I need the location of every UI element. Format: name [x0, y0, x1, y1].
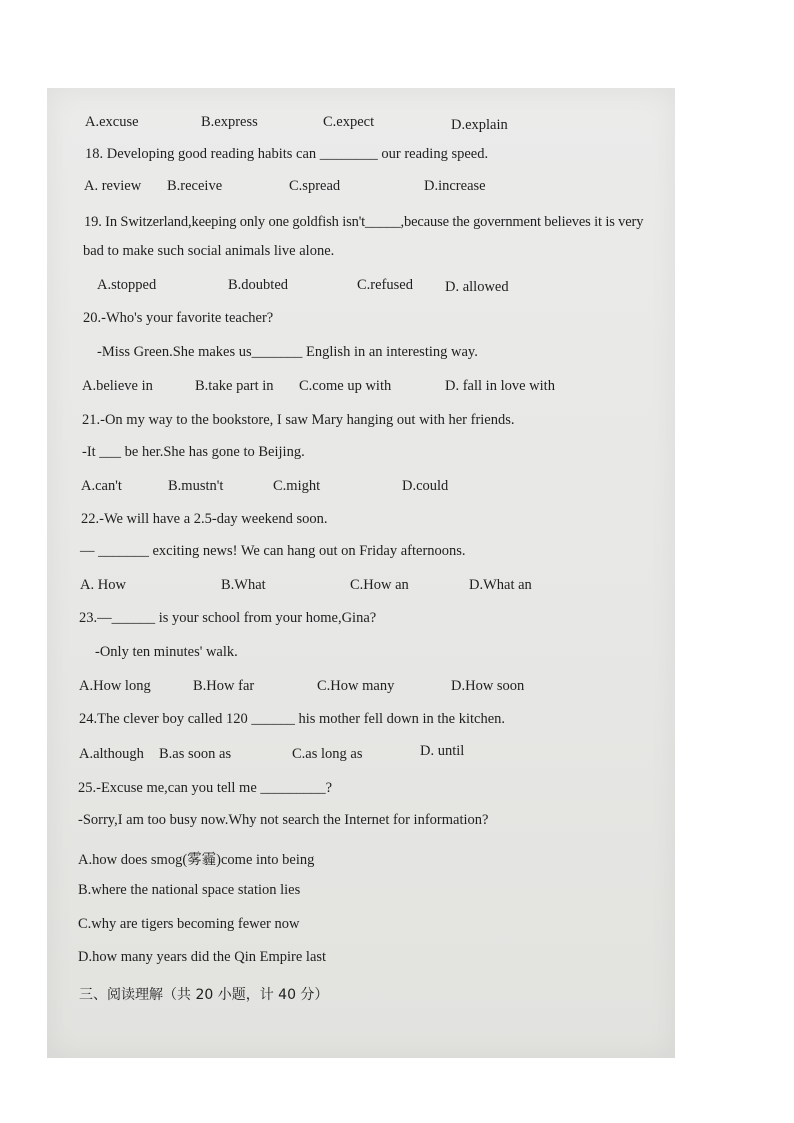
q19-option-a[interactable]: A.stopped	[97, 277, 157, 293]
q25-stem-line-1: 25.-Excuse me,can you tell me _________?	[78, 780, 333, 796]
q21-option-d[interactable]: D.could	[402, 478, 449, 494]
q25-option-b[interactable]: B.where the national space station lies	[78, 882, 301, 898]
q21-options	[81, 478, 641, 498]
q20-option-a[interactable]: A.believe in	[82, 378, 153, 394]
q21-stem-line-2: -It ___ be her.She has gone to Beijing.	[82, 444, 305, 460]
exam-page	[47, 88, 675, 1058]
q17-option-a[interactable]: A.excuse	[85, 114, 139, 130]
q20-option-b[interactable]: B.take part in	[195, 378, 274, 394]
q18-option-b[interactable]: B.receive	[167, 178, 223, 194]
q23-option-c[interactable]: C.How many	[317, 678, 395, 694]
q24-options	[79, 743, 639, 766]
q24-option-a[interactable]: A.although	[79, 746, 144, 762]
q18-option-c[interactable]: C.spread	[289, 178, 341, 194]
q23-option-a[interactable]: A.How long	[79, 678, 151, 694]
q24-option-c[interactable]: C.as long as	[292, 746, 363, 762]
q22-option-c[interactable]: C.How an	[350, 577, 409, 593]
q17-options	[85, 114, 645, 134]
q22-option-a[interactable]: A. How	[80, 577, 126, 593]
q19-option-b[interactable]: B.doubted	[228, 277, 289, 293]
q21-option-c[interactable]: C.might	[273, 478, 321, 494]
q21-option-b[interactable]: B.mustn't	[168, 478, 224, 494]
q24-option-d[interactable]: D. until	[420, 743, 465, 759]
q18-stem: 18. Developing good reading habits can ________ our reading speed.	[85, 146, 489, 162]
q22-option-d[interactable]: D.What an	[469, 577, 532, 593]
q17-option-d[interactable]: D.explain	[451, 117, 508, 133]
q22-stem-line-2: — _______ exciting news! We can hang out on Friday afternoons.	[80, 543, 466, 559]
q19-options	[97, 277, 657, 297]
q20-option-c[interactable]: C.come up with	[299, 378, 392, 394]
q23-stem-line-2: -Only ten minutes' walk.	[95, 644, 238, 660]
q22-option-b[interactable]: B.What	[221, 577, 266, 593]
q25-stem-line-2: -Sorry,I am too busy now.Why not search the Internet for information?	[78, 812, 489, 828]
q21-option-a[interactable]: A.can't	[81, 478, 122, 494]
q18-option-d[interactable]: D.increase	[424, 178, 486, 194]
q23-option-b[interactable]: B.How far	[193, 678, 255, 694]
q18-option-a[interactable]: A. review	[84, 178, 142, 194]
q20-stem-line-2: -Miss Green.She makes us_______ English in an interesting way.	[97, 344, 478, 360]
q17-option-c[interactable]: C.expect	[323, 114, 375, 130]
q19-option-d[interactable]: D. allowed	[445, 279, 509, 295]
section-three-title: 三、阅读理解（共 20 小题，计 40 分）	[79, 987, 329, 1003]
q25-option-c[interactable]: C.why are tigers becoming fewer now	[78, 916, 300, 932]
q25-option-d[interactable]: D.how many years did the Qin Empire last	[78, 949, 327, 965]
q18-options	[84, 178, 644, 198]
q20-stem-line-1: 20.-Who's your favorite teacher?	[83, 310, 274, 326]
q20-options	[82, 378, 652, 398]
q22-stem-line-1: 22.-We will have a 2.5-day weekend soon.	[81, 511, 328, 527]
q19-stem-line-1: 19. In Switzerland,keeping only one goldfish isn't_____,because the government believes it is very	[84, 214, 644, 230]
q17-option-b[interactable]: B.express	[201, 114, 258, 130]
q19-option-c[interactable]: C.refused	[357, 277, 413, 293]
q23-stem-line-1: 23.—______ is your school from your home,Gina?	[79, 610, 377, 626]
q25-option-a[interactable]: A.how does smog(雾霾)come into being	[78, 852, 315, 868]
q23-options	[79, 678, 639, 698]
q20-option-d[interactable]: D. fall in love with	[445, 378, 555, 394]
q24-option-b[interactable]: B.as soon as	[159, 746, 232, 762]
q23-option-d[interactable]: D.How soon	[451, 678, 525, 694]
q21-stem-line-1: 21.-On my way to the bookstore, I saw Mary hanging out with her friends.	[82, 412, 515, 428]
q22-options	[80, 577, 640, 597]
q19-stem-line-2: bad to make such social animals live alone.	[83, 243, 335, 259]
q24-stem: 24.The clever boy called 120 ______ his mother fell down in the kitchen.	[79, 711, 506, 727]
